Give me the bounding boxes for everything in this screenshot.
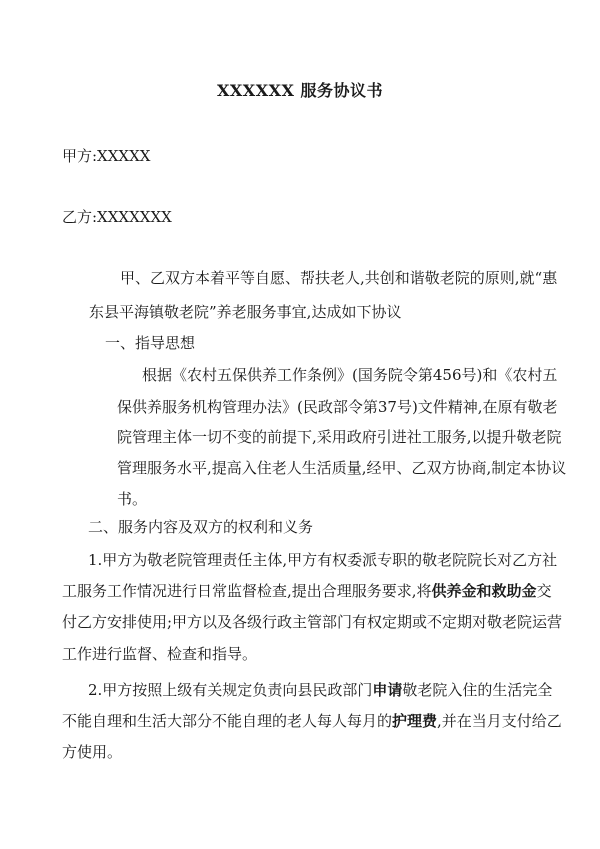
section2-heading: 二、服务内容及双方的权利和义务 [88, 518, 314, 536]
section1-heading: 一、指导思想 [105, 334, 196, 352]
party-a: 甲方:XXXXX [62, 147, 151, 165]
intro-line: 甲、乙双方本着平等自愿、帮扶老人,共创和谐敬老院的原则,就“惠 [120, 269, 558, 287]
item1-text: 交 [536, 582, 552, 600]
section1-line: 书。 [117, 490, 148, 508]
section1-line: 管理服务水平,提高入住老人生活质量,经甲、乙双方协商,制定本协议 [117, 459, 567, 477]
item2-line [88, 683, 552, 698]
item2-line: 方使用。 [62, 743, 123, 761]
item1-line: 工作进行监督、检查和指导。 [62, 645, 258, 663]
section1-line: 院管理主体一切不变的前提下,采用政府引进社工服务,以提升敬老院 [117, 428, 562, 446]
item1-line: 1.甲方为敬老院管理责任主体,甲方有权委派专职的敬老院院长对乙方社 [88, 551, 558, 569]
item1-line: 付乙方安排使用;甲方以及各级行政主管部门有权定期或不定期对敬老院运营 [62, 613, 563, 631]
item2-emphasis: 护理费 [392, 712, 438, 730]
item2-text: 不能自理和生活大部分不能自理的老人每人每月的 [62, 712, 393, 730]
intro-line: 东县平海镇敬老院”养老服务事宜,达成如下协议 [89, 303, 402, 321]
section1-line: 根据《农村五保供养工作条例》(国务院令第456号)和《农村五 [142, 366, 558, 384]
section1-line: 保供养服务机构管理办法》(民政部令第37号)文件精神,在原有敬老 [117, 398, 558, 416]
item2-line [62, 714, 562, 729]
item2-text: ,并在当月支付给乙 [437, 712, 562, 730]
item2-text: 敬老院入住的生活完全 [402, 681, 553, 699]
item1-emphasis: 供养金和救助金 [431, 582, 537, 600]
item1-text: 工服务工作情况进行日常监督检查,提出合理服务要求,将 [62, 582, 432, 600]
item1-line [62, 584, 552, 599]
document-title: XXXXXX 服务协议书 [216, 81, 384, 100]
item2-text: 2.甲方按照上级有关规定负责向县民政部门 [88, 681, 373, 699]
item2-emphasis: 申请 [372, 681, 403, 699]
party-b: 乙方:XXXXXXX [62, 208, 172, 226]
